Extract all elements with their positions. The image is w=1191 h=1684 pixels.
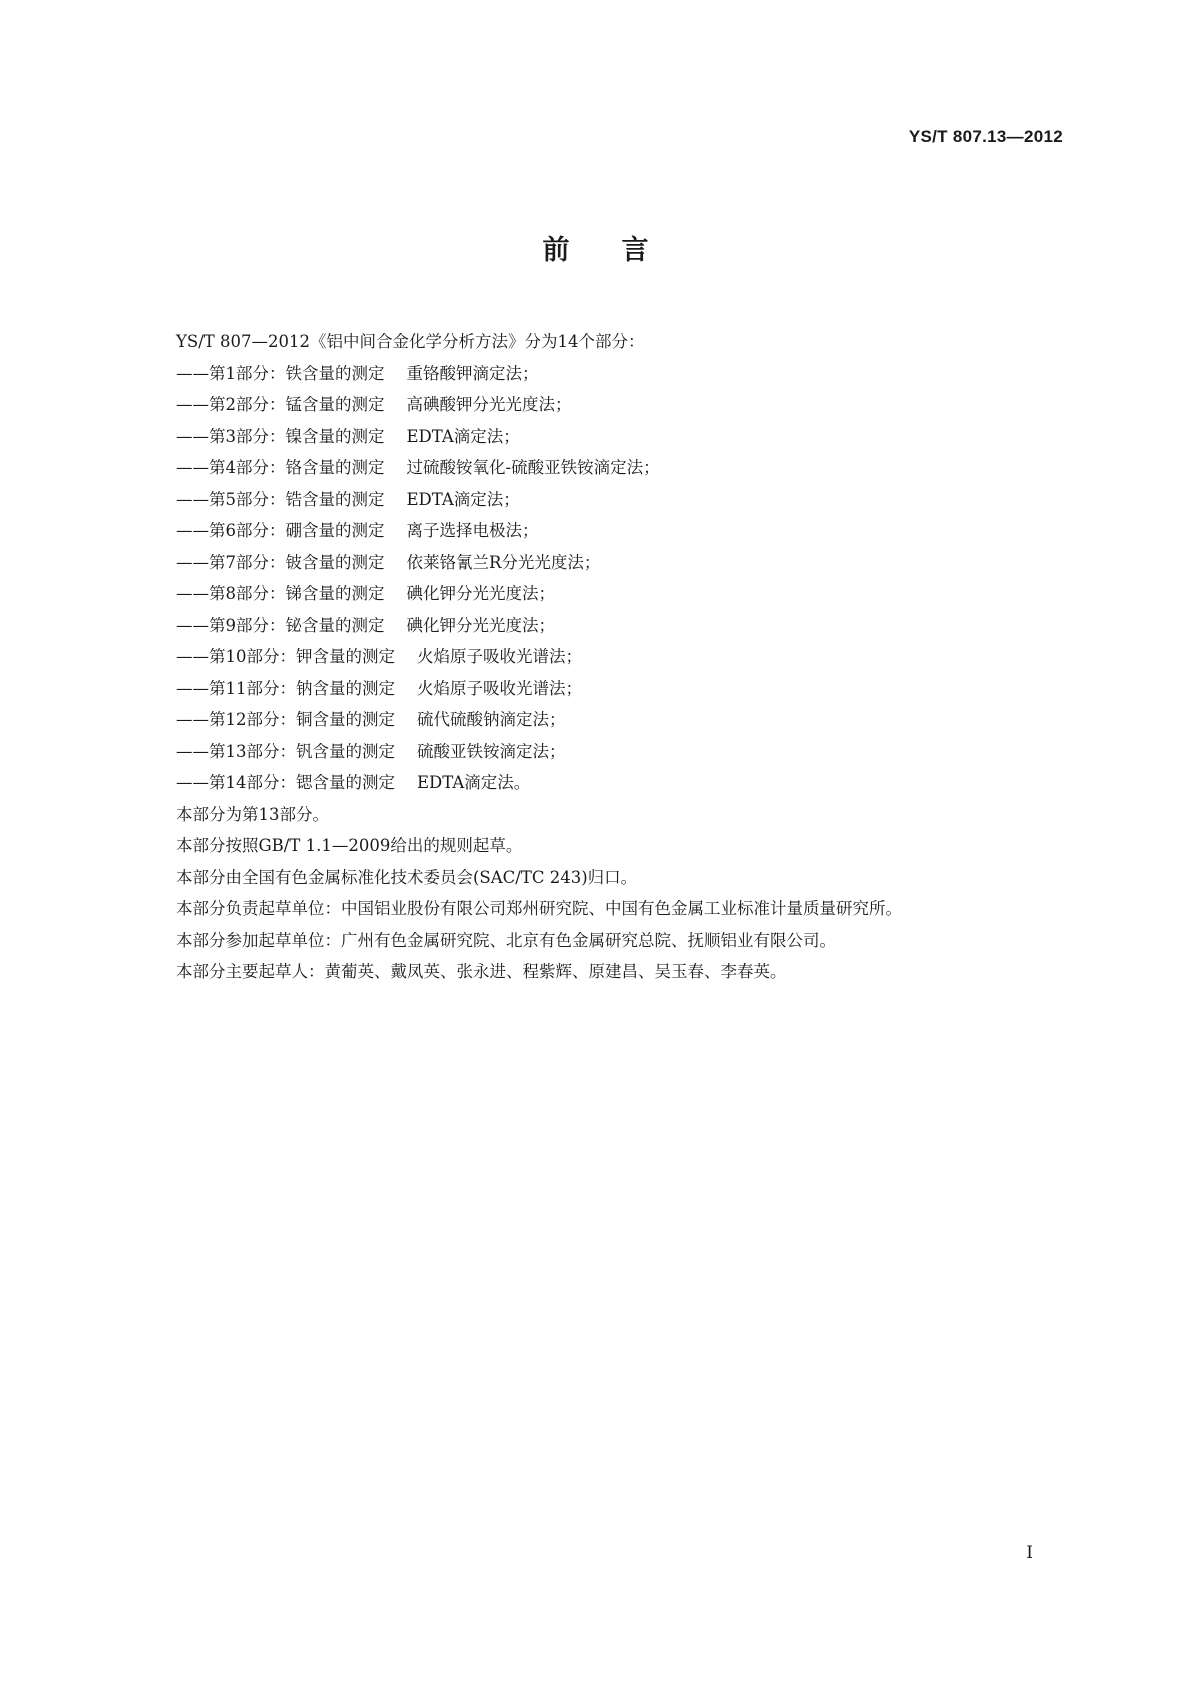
part-method: 碘化钾分光光度法； xyxy=(406,615,555,635)
part-title: ——第1部分：铁含量的测定 xyxy=(176,363,385,383)
drafting-rules-paragraph: 本部分按照GB/T 1.1—2009给出的规则起草。 xyxy=(176,836,523,855)
list-item xyxy=(126,578,1066,610)
part-method: EDTA滴定法。 xyxy=(417,773,531,792)
participating-units-paragraph: 本部分参加起草单位：广州有色金属研究院、北京有色金属研究总院、抚顺铝业有限公司。 xyxy=(176,930,836,950)
parts-list xyxy=(126,358,1066,799)
list-item xyxy=(126,358,1066,390)
part-title: ——第13部分：钒含量的测定 xyxy=(176,741,395,761)
part-method: 火焰原子吸收光谱法； xyxy=(417,678,582,698)
part-method: 硫酸亚铁铵滴定法； xyxy=(417,741,566,761)
drafters-paragraph: 本部分主要起草人：黄葡英、戴凤英、张永进、程紫辉、原建昌、吴玉春、李春英。 xyxy=(176,962,787,981)
part-designation-paragraph: 本部分为第13部分。 xyxy=(176,804,329,824)
part-title: ——第9部分：铋含量的测定 xyxy=(176,615,385,635)
part-method: 高碘酸钾分光光度法； xyxy=(406,395,572,414)
part-method: 重铬酸钾滴定法； xyxy=(406,363,539,383)
part-title: ——第6部分：硼含量的测定 xyxy=(176,521,385,540)
list-item xyxy=(126,484,1066,516)
part-method: 火焰原子吸收光谱法； xyxy=(417,647,582,666)
list-item xyxy=(126,641,1066,673)
part-title: ——第2部分：锰含量的测定 xyxy=(176,395,385,414)
responsible-units-paragraph: 本部分负责起草单位：中国铝业股份有限公司郑州研究院、中国有色金属工业标准计量质量研究所。 xyxy=(176,899,902,918)
page-title: 前言 xyxy=(542,235,701,266)
part-method: EDTA滴定法； xyxy=(406,489,520,509)
part-title: ——第4部分：铬含量的测定 xyxy=(176,458,385,477)
list-item xyxy=(126,673,1066,705)
intro-paragraph: YS/T 807—2012《铝中间合金化学分析方法》分为14个部分： xyxy=(176,332,645,351)
list-item xyxy=(126,421,1066,453)
document-body xyxy=(126,326,1066,988)
standard-code: YS/T 807.13—2012 xyxy=(908,127,1063,146)
list-item xyxy=(126,389,1066,421)
part-title: ——第10部分：钾含量的测定 xyxy=(176,647,395,666)
list-item xyxy=(126,515,1066,547)
part-title: ——第3部分：镍含量的测定 xyxy=(176,426,385,446)
part-title: ——第12部分：铜含量的测定 xyxy=(176,710,395,729)
list-item xyxy=(126,767,1066,799)
part-title: ——第8部分：锑含量的测定 xyxy=(176,584,385,603)
committee-paragraph: 本部分由全国有色金属标准化技术委员会(SAC/TC 243)归口。 xyxy=(176,867,638,887)
page-number: I xyxy=(1026,1543,1033,1563)
part-method: 离子选择电极法； xyxy=(406,521,539,540)
part-method: EDTA滴定法； xyxy=(406,426,520,446)
list-item xyxy=(126,547,1066,579)
list-item xyxy=(126,704,1066,736)
part-title: ——第14部分：锶含量的测定 xyxy=(176,773,395,792)
part-title: ——第11部分：钠含量的测定 xyxy=(176,678,395,698)
part-method: 硫代硫酸钠滴定法； xyxy=(417,710,566,729)
part-method: 碘化钾分光光度法； xyxy=(406,584,555,603)
list-item xyxy=(126,736,1066,768)
part-title: ——第5部分：锆含量的测定 xyxy=(176,489,385,509)
part-title: ——第7部分：铍含量的测定 xyxy=(176,552,385,572)
list-item xyxy=(126,610,1066,642)
part-method: 过硫酸铵氧化-硫酸亚铁铵滴定法； xyxy=(406,458,660,477)
part-method: 依莱铬氰兰R分光光度法； xyxy=(406,552,601,572)
list-item xyxy=(126,452,1066,484)
